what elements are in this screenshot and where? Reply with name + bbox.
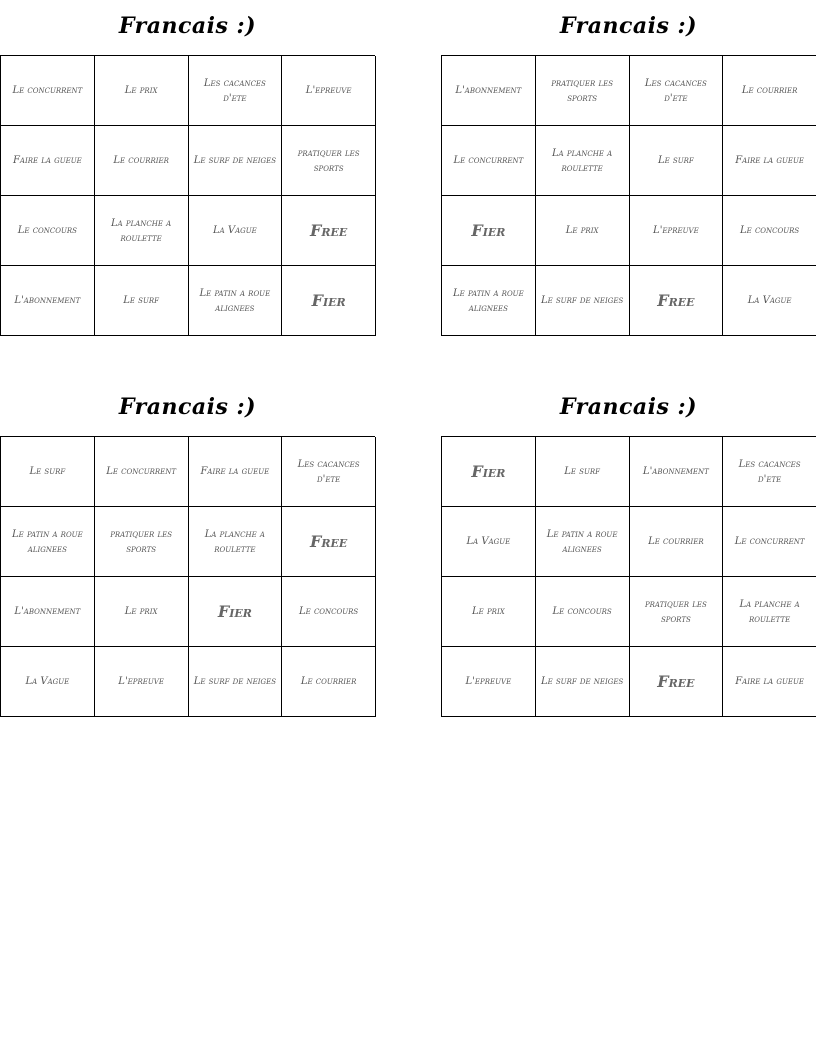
bingo-cell: L'epreuve [282,56,376,126]
bingo-cell: Le prix [95,56,189,126]
bingo-cell: Les cacances d'ete [189,56,283,126]
bingo-card-4 [441,381,816,691]
bingo-cell: Fier [442,437,536,507]
bingo-grid [0,436,375,717]
bingo-cell: Le courrier [630,507,724,577]
bingo-cell: La Vague [1,647,95,717]
bingo-cell: pratiquer les sports [282,126,376,196]
bingo-cell: Le surf [1,437,95,507]
bingo-cell: Le patin a roue alignees [189,266,283,336]
bingo-cell: Le courrier [723,56,816,126]
bingo-cell: La Vague [189,196,283,266]
bingo-cell: La planche a roulette [723,577,816,647]
bingo-cell: pratiquer les sports [630,577,724,647]
bingo-cell: Le surf de neiges [189,126,283,196]
bingo-cell: Faire la gueue [189,437,283,507]
bingo-cell: Free [630,266,724,336]
card-title: Francais :) [118,13,257,39]
bingo-cell: pratiquer les sports [95,507,189,577]
bingo-grid [0,55,375,336]
card-title: Francais :) [559,13,698,39]
bingo-cell: Fier [282,266,376,336]
bingo-grid [441,436,816,717]
bingo-cell: Le prix [442,577,536,647]
bingo-cell: Le concours [1,196,95,266]
bingo-cell: Le patin a roue alignees [442,266,536,336]
bingo-cell: Le courrier [95,126,189,196]
bingo-cell: Le concurrent [723,507,816,577]
bingo-cell: Free [630,647,724,717]
bingo-cell: La planche a roulette [536,126,630,196]
bingo-cell: Les cacances d'ete [723,437,816,507]
bingo-cell: La planche a roulette [95,196,189,266]
bingo-cell: Free [282,507,376,577]
bingo-cell: Le surf [536,437,630,507]
bingo-grid [441,55,816,336]
bingo-cell: pratiquer les sports [536,56,630,126]
bingo-cell: La Vague [442,507,536,577]
bingo-cell: Faire la gueue [723,126,816,196]
bingo-cell: L'abonnement [442,56,536,126]
bingo-cell: Le patin a roue alignees [536,507,630,577]
bingo-cell: Le surf de neiges [536,647,630,717]
bingo-cell: L'abonnement [1,266,95,336]
bingo-cell: Le concurrent [95,437,189,507]
bingo-cell: Le surf de neiges [189,647,283,717]
bingo-cell: Le concurrent [442,126,536,196]
bingo-cell: La Vague [723,266,816,336]
bingo-cell: Le concours [282,577,376,647]
bingo-cell: Les cacances d'ete [630,56,724,126]
bingo-cell: Le concours [536,577,630,647]
bingo-cell: Faire la gueue [723,647,816,717]
bingo-cell: Le patin a roue alignees [1,507,95,577]
bingo-cell: Free [282,196,376,266]
bingo-cell: L'abonnement [630,437,724,507]
bingo-cell: Les cacances d'ete [282,437,376,507]
bingo-cell: Le concurrent [1,56,95,126]
bingo-cell: Le concours [723,196,816,266]
bingo-cell: Le prix [95,577,189,647]
bingo-cell: Fier [442,196,536,266]
bingo-cell: La planche a roulette [189,507,283,577]
bingo-cell: L'epreuve [95,647,189,717]
bingo-cell: Le surf [630,126,724,196]
bingo-cell: L'abonnement [1,577,95,647]
bingo-cell: L'epreuve [630,196,724,266]
bingo-cell: L'epreuve [442,647,536,717]
bingo-cell: Le surf de neiges [536,266,630,336]
bingo-cell: Le courrier [282,647,376,717]
card-title: Francais :) [118,394,257,420]
bingo-cell: Le surf [95,266,189,336]
bingo-card-1 [0,0,375,314]
bingo-cell: Le prix [536,196,630,266]
bingo-cell: Fier [189,577,283,647]
bingo-card-3 [0,381,375,687]
bingo-cell: Faire la gueue [1,126,95,196]
bingo-card-2 [441,0,816,314]
card-title: Francais :) [559,394,698,420]
